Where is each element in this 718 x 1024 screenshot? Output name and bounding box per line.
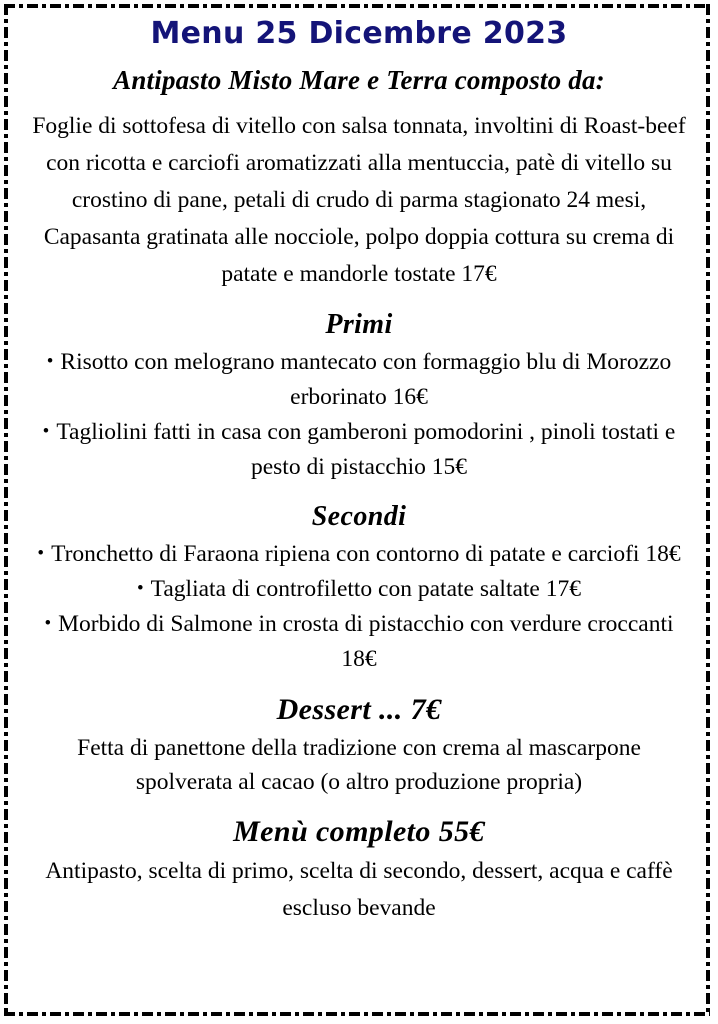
list-item	[22, 345, 696, 415]
antipasto-description: Foglie di sottofesa di vitello con salsa tonnata, involtini di Roast-beef con ricotta e carciofi aromatizzati alla mentuccia, patè di vitello su crostino di pane, petali di crudo di parma stagionato 24 mesi, Capasanta gratinata alle nocciole, polpo doppia cottura su crema di patate e mandorle tostate 17€	[32, 113, 686, 287]
antipasto-heading: Antipasto Misto Mare e Terra composto da:	[113, 65, 605, 95]
list-item	[22, 572, 696, 607]
list-item	[22, 537, 696, 572]
menu-completo-description: Antipasto, scelta di primo, scelta di secondo, dessert, acqua e caffè escluso bevande	[45, 858, 673, 921]
border-top-edge	[4, 4, 710, 8]
border-right-edge	[706, 4, 710, 1016]
secondi-heading: Secondi	[311, 501, 407, 532]
primi-list	[22, 345, 696, 485]
list-item	[22, 415, 696, 485]
menu-title: Menu 25 Dicembre 2023	[150, 16, 568, 51]
secondi-list	[22, 537, 696, 677]
dish-description: Tagliolini fatti in casa con gamberoni pomodorini , pinoli tostati e pesto di pistacchio 15€	[56, 419, 676, 480]
primi-heading: Primi	[325, 309, 393, 340]
dish-description: Risotto con melograno mantecato con formaggio blu di Morozzo erborinato 16€	[60, 349, 672, 410]
bullet-icon: •	[46, 351, 54, 372]
bullet-icon: •	[44, 613, 52, 634]
bullet-icon: •	[137, 578, 144, 599]
dessert-description: Fetta di panettone della tradizione con crema al mascarpone spolverata al cacao (o altro produzione propria)	[77, 735, 641, 795]
dish-description: Morbido di Salmone in crosta di pistacchio con verdure croccanti 18€	[58, 611, 674, 672]
dish-description: Tagliata di controfiletto con patate saltate 17€	[150, 576, 581, 602]
border-bottom-edge	[4, 1012, 710, 1016]
bullet-icon: •	[42, 421, 50, 442]
dessert-heading: Dessert ... 7€	[276, 693, 442, 726]
dish-description: Tronchetto di Faraona ripiena con contorno di patate e carciofi 18€	[51, 541, 681, 567]
menu-content	[14, 10, 704, 927]
border-left-edge	[4, 4, 8, 1016]
bullet-icon: •	[37, 543, 45, 564]
list-item	[22, 607, 696, 677]
menu-completo-heading: Menù completo 55€	[233, 815, 485, 848]
